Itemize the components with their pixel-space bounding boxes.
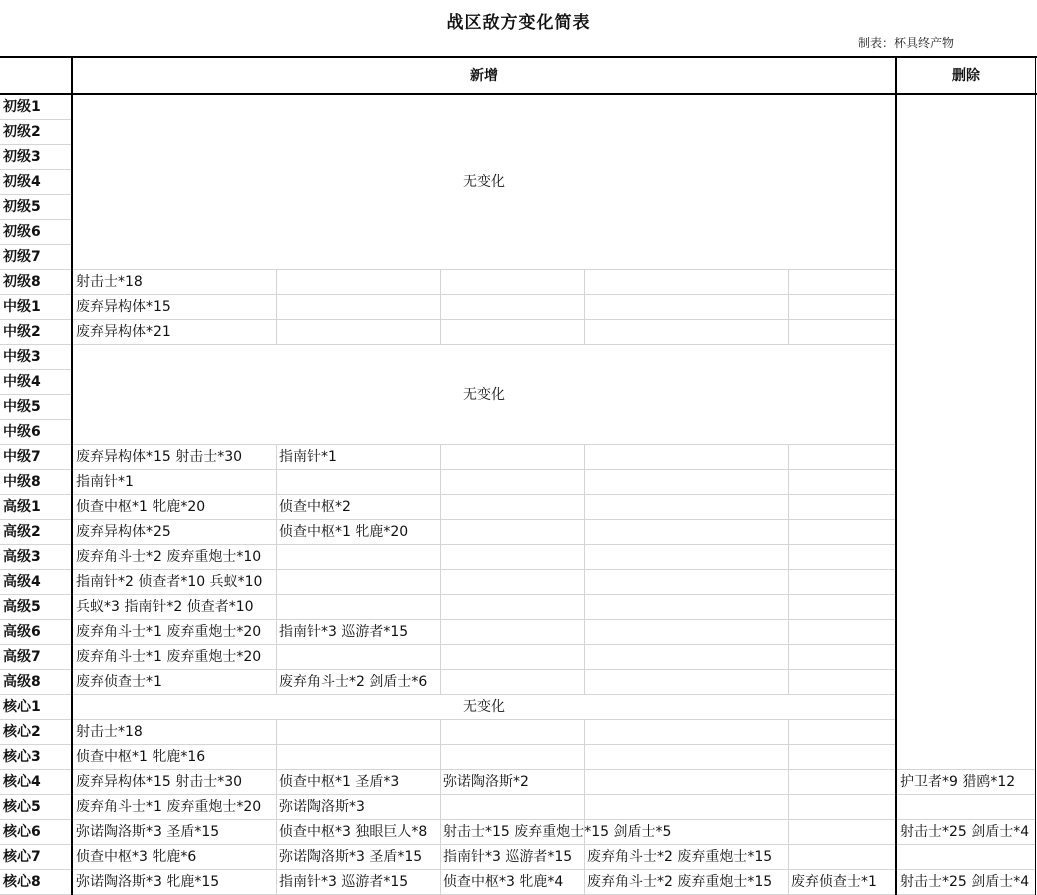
cell-gridline [788, 620, 789, 645]
added-cell: 废弃角斗士*1 废弃重炮士*20 [76, 799, 262, 815]
cell-gridline [440, 520, 441, 545]
row-label: 高级6 [3, 624, 41, 640]
no-change-label: 无变化 [463, 699, 505, 715]
no-change-label: 无变化 [463, 387, 505, 403]
cell-gridline [788, 795, 789, 820]
added-cell: 侦查中枢*1 牝鹿*20 [279, 524, 409, 540]
cell-gridline [276, 745, 277, 770]
added-cell: 侦查中枢*1 牝鹿*16 [76, 749, 206, 765]
cell-gridline [276, 320, 277, 345]
removed-cell: 护卫者*9 猎鸥*12 [900, 774, 1016, 790]
added-cell: 射击士*18 [76, 724, 143, 740]
row-label: 中级2 [3, 324, 41, 340]
cell-gridline [440, 495, 441, 520]
cell-gridline [584, 520, 585, 545]
row-label: 核心7 [3, 849, 41, 865]
cell-gridline [440, 720, 441, 745]
cell-gridline [788, 445, 789, 470]
cell-gridline [788, 720, 789, 745]
cell-gridline [440, 470, 441, 495]
cell-gridline [788, 670, 789, 695]
cell-gridline [440, 295, 441, 320]
row-label: 核心4 [3, 774, 41, 790]
cell-gridline [788, 770, 789, 795]
cell-gridline [788, 845, 789, 870]
cell-gridline [584, 445, 585, 470]
added-cell: 侦查中枢*1 牝鹿*20 [76, 499, 206, 515]
added-cell: 废弃异构体*25 [76, 524, 171, 540]
page-title: 战区敌方变化简表 [446, 13, 591, 33]
cell-gridline [584, 570, 585, 595]
cell-gridline [440, 320, 441, 345]
row-label: 初级6 [3, 224, 41, 240]
added-cell: 废弃异构体*21 [76, 324, 171, 340]
cell-gridline [584, 670, 585, 695]
added-cell: 侦查中枢*1 圣盾*3 [279, 774, 400, 790]
row-label: 中级1 [3, 299, 41, 315]
cell-gridline [788, 570, 789, 595]
row-label: 核心3 [3, 749, 41, 765]
row-label: 高级5 [3, 599, 41, 615]
cell-gridline [788, 820, 789, 845]
row-label: 中级5 [3, 399, 41, 415]
added-cell: 废弃异构体*15 [76, 299, 171, 315]
right-border [1035, 56, 1036, 895]
cell-gridline [584, 795, 585, 820]
added-cell: 侦查中枢*3 牝鹿*4 [443, 874, 564, 890]
cell-gridline [788, 545, 789, 570]
cell-gridline [276, 545, 277, 570]
cell-gridline [440, 745, 441, 770]
cell-gridline [440, 620, 441, 645]
added-cell: 弥诺陶洛斯*2 [443, 774, 529, 790]
added-cell: 指南针*3 巡游者*15 [279, 624, 409, 640]
row-label: 中级4 [3, 374, 41, 390]
added-cell: 弥诺陶洛斯*3 [279, 799, 365, 815]
row-label: 中级3 [3, 349, 41, 365]
cell-gridline [440, 545, 441, 570]
added-cell: 侦查中枢*3 牝鹿*6 [76, 849, 197, 865]
row-label: 核心5 [3, 799, 41, 815]
cell-gridline [276, 570, 277, 595]
added-cell: 指南针*1 [279, 449, 337, 465]
cell-gridline [788, 270, 789, 295]
cell-gridline [276, 295, 277, 320]
added-cell: 废弃侦查士*1 [791, 874, 877, 890]
cell-gridline [440, 445, 441, 470]
cell-gridline [584, 595, 585, 620]
cell-gridline [584, 745, 585, 770]
cell-gridline [276, 645, 277, 670]
added-cell: 指南针*3 巡游者*15 [279, 874, 409, 890]
cell-gridline [788, 320, 789, 345]
row-label: 高级4 [3, 574, 41, 590]
added-cell: 废弃角斗士*2 剑盾士*6 [279, 674, 428, 690]
added-cell: 兵蚁*3 指南针*2 侦查者*10 [76, 599, 254, 615]
header-added: 新增 [470, 68, 498, 84]
removed-cell: 射击士*25 剑盾士*4 [900, 874, 1030, 890]
added-cell: 弥诺陶洛斯*3 牝鹿*15 [76, 874, 220, 890]
cell-gridline [276, 270, 277, 295]
cell-gridline [584, 720, 585, 745]
cell-gridline [584, 620, 585, 645]
cell-gridline [584, 495, 585, 520]
cell-gridline [584, 320, 585, 345]
added-cell: 废弃角斗士*1 废弃重炮士*20 [76, 624, 262, 640]
cell-gridline [584, 470, 585, 495]
row-label: 初级4 [3, 174, 41, 190]
cell-gridline [276, 595, 277, 620]
row-label: 高级2 [3, 524, 41, 540]
cell-gridline [788, 470, 789, 495]
cell-gridline [584, 545, 585, 570]
row-label: 核心6 [3, 824, 41, 840]
cell-gridline [788, 495, 789, 520]
cell-gridline [440, 645, 441, 670]
added-cell: 弥诺陶洛斯*3 圣盾*15 [279, 849, 423, 865]
cell-gridline [440, 795, 441, 820]
row-label: 初级5 [3, 199, 41, 215]
row-label: 核心2 [3, 724, 41, 740]
cell-gridline [440, 570, 441, 595]
cell-gridline [440, 270, 441, 295]
cell-gridline [788, 295, 789, 320]
added-cell: 侦查中枢*2 [279, 499, 351, 515]
cell-gridline [788, 595, 789, 620]
added-cell: 指南针*2 侦查者*10 兵蚁*10 [76, 574, 263, 590]
row-label: 高级7 [3, 649, 41, 665]
maker-credit: 制表：杯具终产物 [858, 36, 955, 50]
row-label: 中级8 [3, 474, 41, 490]
cell-gridline [788, 520, 789, 545]
row-label: 中级7 [3, 449, 41, 465]
row-label: 核心1 [3, 699, 41, 715]
added-cell: 射击士*15 废弃重炮士*15 剑盾士*5 [443, 824, 672, 840]
cell-gridline [584, 270, 585, 295]
added-cell: 废弃角斗士*1 废弃重炮士*20 [76, 649, 262, 665]
cell-gridline [440, 670, 441, 695]
cell-gridline [440, 595, 441, 620]
cell-gridline [788, 645, 789, 670]
row-label: 初级2 [3, 124, 41, 140]
header-removed: 删除 [952, 68, 980, 84]
added-cell: 弥诺陶洛斯*3 圣盾*15 [76, 824, 220, 840]
added-cell: 废弃异构体*15 射击士*30 [76, 449, 243, 465]
added-cell: 侦查中枢*3 独眼巨人*8 [279, 824, 428, 840]
cell-gridline [584, 770, 585, 795]
row-label: 初级1 [3, 99, 41, 115]
added-cell: 废弃角斗士*2 废弃重炮士*10 [76, 549, 262, 565]
cell-gridline [584, 645, 585, 670]
row-label: 高级1 [3, 499, 41, 515]
row-label: 高级8 [3, 674, 41, 690]
cell-gridline [276, 720, 277, 745]
row-label: 核心8 [3, 874, 41, 890]
cell-gridline [788, 745, 789, 770]
row-label: 初级3 [3, 149, 41, 165]
added-cell: 废弃角斗士*2 废弃重炮士*15 [587, 874, 773, 890]
row-label: 高级3 [3, 549, 41, 565]
no-change-label: 无变化 [463, 174, 505, 190]
cell-gridline [276, 470, 277, 495]
added-cell: 射击士*18 [76, 274, 143, 290]
added-cell: 废弃角斗士*2 废弃重炮士*15 [587, 849, 773, 865]
added-cell: 废弃异构体*15 射击士*30 [76, 774, 243, 790]
removed-cell: 射击士*25 剑盾士*4 [900, 824, 1030, 840]
cell-gridline [584, 295, 585, 320]
row-label: 初级8 [3, 274, 41, 290]
row-label: 中级6 [3, 424, 41, 440]
added-cell: 废弃侦查士*1 [76, 674, 162, 690]
added-cell: 指南针*3 巡游者*15 [443, 849, 573, 865]
row-label: 初级7 [3, 249, 41, 265]
added-cell: 指南针*1 [76, 474, 134, 490]
